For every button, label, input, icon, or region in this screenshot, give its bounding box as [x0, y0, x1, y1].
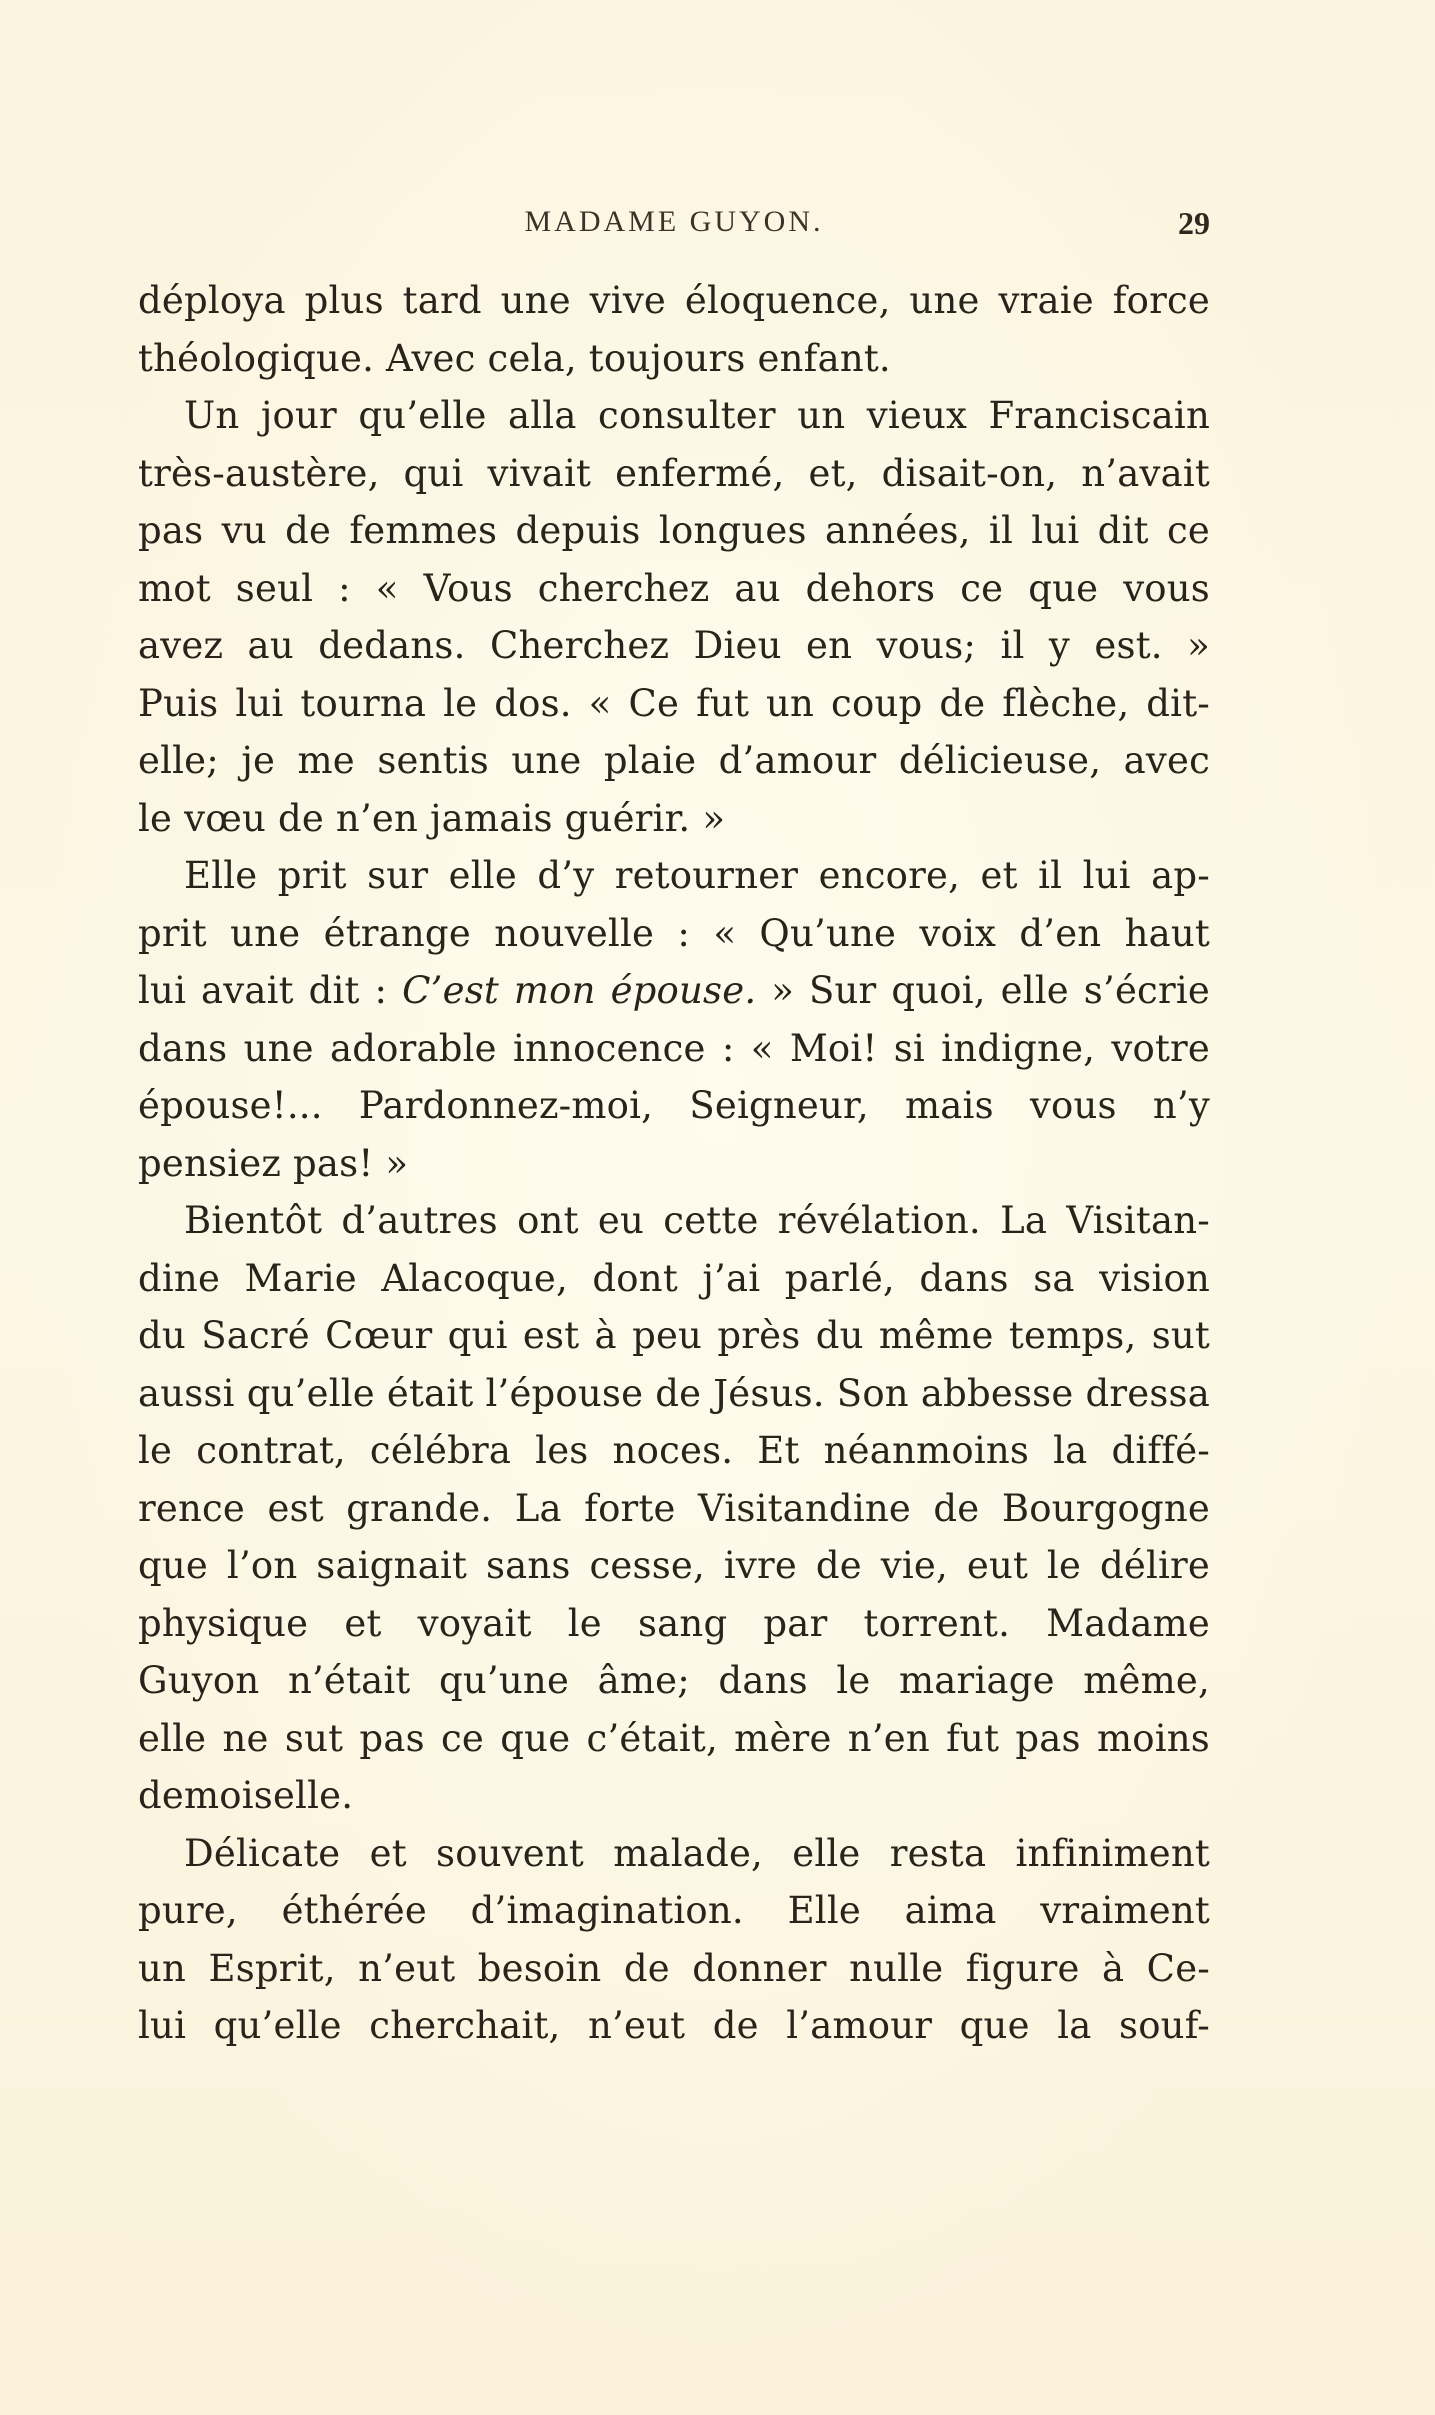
text-line: Un jour qu’elle alla consulter un vieux Franciscain: [184, 394, 1210, 437]
running-head: MADAME GUYON.: [524, 205, 824, 238]
italic-quote: C’est mon épouse.: [402, 969, 757, 1012]
text-line: dine Marie Alacoque, dont j’ai parlé, dans sa vision: [138, 1256, 1210, 1300]
text-line: pure, éthérée d’imagination. Elle aima vraiment: [138, 1889, 1210, 1932]
page-number: 29: [1178, 205, 1210, 241]
text-line: dans une adorable innocence : « Moi! si indigne, votre: [138, 1026, 1210, 1070]
text-line: Bientôt d’autres ont eu cette révélation. La Visitan-: [184, 1199, 1210, 1242]
text-line: Guyon n’était qu’une âme; dans le mariage même,: [138, 1659, 1210, 1702]
text-line: demoiselle.: [138, 1774, 354, 1817]
text-line: déploya plus tard une vive éloquence, une vraie force: [138, 279, 1210, 322]
text-line: Elle prit sur elle d’y retourner encore, et il lui ap-: [184, 854, 1210, 897]
text-line: elle; je me sentis une plaie d’amour délicieuse, avec: [138, 739, 1210, 782]
text-line: le vœu de n’en jamais guérir. »: [138, 796, 726, 840]
text-line: rence est grande. La forte Visitandine de Bourgogne: [138, 1486, 1210, 1530]
text-line: lui qu’elle cherchait, n’eut de l’amour que la souf-: [138, 2004, 1210, 2047]
text-line: épouse!... Pardonnez-moi, Seigneur, mais vous n’y: [138, 1084, 1210, 1127]
text-line: du Sacré Cœur qui est à peu près du même temps, sut: [138, 1314, 1210, 1357]
body-text: [138, 272, 1210, 2055]
text-line: Délicate et souvent malade, elle resta infiniment: [184, 1831, 1210, 1875]
text-line: avez au dedans. Cherchez Dieu en vous; il y est. »: [138, 624, 1210, 667]
text-line: mot seul : « Vous cherchez au dehors ce que vous: [138, 566, 1210, 610]
text-line: un Esprit, n’eut besoin de donner nulle figure à Ce-: [138, 1946, 1210, 1990]
text-line: pas vu de femmes depuis longues années, il lui dit ce: [138, 509, 1210, 552]
text-line: prit une étrange nouvelle : « Qu’une voix d’en haut: [138, 911, 1210, 955]
text-line: théologique. Avec cela, toujours enfant.: [138, 336, 891, 380]
text-line: très-austère, qui vivait enfermé, et, disait-on, n’avait: [138, 451, 1210, 495]
text-line: Puis lui tourna le dos. « Ce fut un coup de flèche, dit-: [138, 681, 1210, 725]
line-segment: » Sur quoi, elle s’écrie: [756, 969, 1210, 1012]
line-segment: lui avait dit :: [138, 969, 403, 1012]
text-line: physique et voyait le sang par torrent. Madame: [138, 1601, 1210, 1645]
text-line: que l’on saignait sans cesse, ivre de vie, eut le délire: [138, 1544, 1210, 1587]
text-line-with-italic: [138, 962, 1210, 1020]
text-line: elle ne sut pas ce que c’était, mère n’en fut pas moins: [138, 1716, 1210, 1760]
text-line: pensiez pas! »: [138, 1141, 409, 1185]
text-line: le contrat, célébra les noces. Et néanmoins la diffé-: [138, 1429, 1210, 1472]
page-header: [138, 205, 1210, 245]
text-line: aussi qu’elle était l’épouse de Jésus. Son abbesse dressa: [138, 1371, 1210, 1415]
